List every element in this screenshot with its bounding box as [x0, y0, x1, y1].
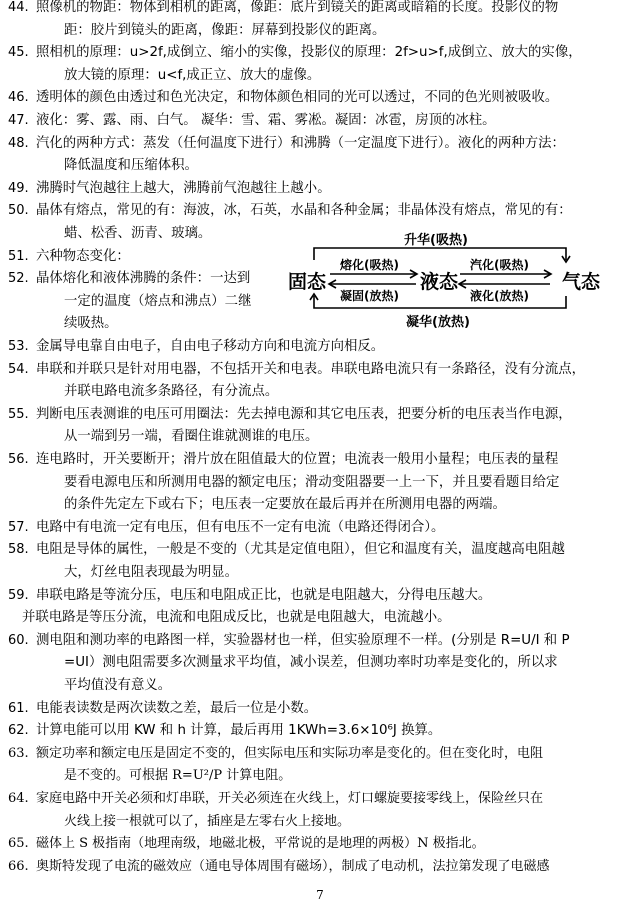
item-number: 44. [8, 0, 29, 15]
solid-state-label: 固态 [288, 271, 327, 293]
item-text-line: 放大镜的原理：u<f,成正立、放大的虚像。 [64, 67, 321, 83]
item-text-line: 磁体上 S 极指南（地理南级，地磁北极，平常说的是地理的两极）N 极指北。 [36, 836, 485, 852]
list-item [8, 110, 630, 133]
item-number: 65. [8, 836, 29, 852]
list-item [8, 359, 630, 404]
item-number: 66. [8, 858, 29, 874]
item-text-line: 计算电能可以用 KW 和 h 计算，最后再用 1KWh=3.6×10⁶J 换算。 [36, 723, 442, 739]
item-text-line: 奥斯特发现了电流的磁效应（通电导体周围有磁场），制成了电动机，法拉第发现了电磁感 [36, 858, 550, 874]
item-text-line: 蜡、松香、沥青、玻璃。 [64, 225, 212, 241]
liquid-state-label: 液态 [420, 271, 459, 293]
item-text-line: 测电阻和测功率的电路图一样，实验器材也一样，但实验原理不一样。(分别是 R=U/I 和 P [36, 632, 570, 648]
item-text-line: 是不变的。可根据 R=U²/P 计算电阻。 [64, 768, 292, 784]
item-number: 57. [8, 519, 29, 535]
list-item [8, 856, 630, 879]
list-item [8, 42, 630, 87]
sublimation-label: 升华(吸热) [404, 233, 468, 248]
liquefying-label: 液化(放热) [470, 289, 529, 303]
list-item [8, 336, 630, 359]
list-item [8, 539, 630, 584]
item-text-line: 并联电路电流多条路径，有分流点。 [64, 384, 279, 400]
item-number: 46. [8, 90, 29, 106]
vaporizing-label: 汽化(吸热) [470, 258, 529, 272]
page-number: 7 [316, 888, 324, 902]
item-text-line: 一定的温度（熔点和沸点）二继 [64, 293, 252, 309]
item-number: 52. [8, 271, 29, 287]
item-number: 49. [8, 180, 29, 196]
item-text-line: 火线上接一根就可以了，插座是左零右火上接地。 [64, 813, 351, 829]
list-item [8, 404, 630, 449]
item-number: 45. [8, 45, 29, 61]
item-number: 54. [8, 361, 29, 377]
item-number: 48. [8, 135, 29, 151]
item-text-line: 照像机的物距：物体到相机的距离，像距：底片到镜关的距离或暗箱的长度。投影仪的物 [36, 0, 559, 15]
melting-label: 熔化(吸热) [340, 258, 399, 272]
list-item [8, 178, 630, 201]
item-text-line: 并联电路是等压分流，电流和电阻成反比，也就是电阻越大，电流越小。 [22, 610, 451, 626]
item-text-line: =UI）测电阻需要多次测量求平均值，减小误差，但测功率时功率是变化的，所以求 [64, 655, 558, 671]
item-text-line: 六种物态变化： [36, 248, 130, 264]
list-item [8, 585, 630, 630]
item-text-line: 距：胶片到镜头的距离，像距：屏幕到投影仪的距离。 [64, 22, 386, 38]
list-item [8, 698, 630, 721]
item-text-line: 照相机的原理：u>2f,成倒立、缩小的实像，投影仪的原理：2f>u>f,成倒立、放大的实像， [36, 45, 582, 61]
list-item [8, 517, 630, 540]
list-item [8, 743, 630, 788]
item-number: 47. [8, 113, 29, 128]
item-text-line: 要看电源电压和所测用电器的额定电压；滑动变阻器要一上一下，并且要看题目给定 [64, 474, 560, 490]
item-number: 63. [8, 745, 29, 761]
item-text-line: 的条件先定左下或右下；电压表一定要放在最后再并在所测用电器的两端。 [64, 497, 506, 513]
item-number: 56. [8, 452, 29, 467]
item-number: 64. [8, 791, 29, 806]
item-number: 60. [8, 632, 29, 648]
item-text-line: 汽化的两种方式：蒸发（任何温度下进行）和沸腾（一定温度下进行）。液化的两种方法： [36, 135, 565, 151]
list-item [8, 449, 630, 517]
item-text-line: 晶体有熔点，常见的有：海波，冰，石英，水晶和各种金属；非晶体没有熔点，常见的有： [36, 203, 572, 219]
list-item [8, 133, 630, 178]
item-text-line: 透明体的颜色由透过和色光决定，和物体颜色相同的光可以透过，不同的色光则被吸收。 [36, 90, 559, 106]
item-text-line: 液化：雾、露、雨、白气。 凝华：雪、霜、雾凇。凝固：冰雹，房顶的冰柱。 [36, 113, 496, 128]
gas-state-label: 气态 [562, 271, 601, 293]
list-item [8, 720, 630, 743]
list-item [8, 833, 630, 856]
item-number: 51. [8, 248, 29, 264]
list-item [8, 0, 630, 42]
item-number: 53. [8, 339, 29, 354]
item-text-line: 沸腾时气泡越往上越大，沸腾前气泡越往上越小。 [36, 180, 331, 196]
item-text-line: 电阻是导体的属性，一般是不变的（尤其是定值电阻），但它和温度有关，温度越高电阻越 [36, 542, 565, 558]
list-item [8, 788, 630, 833]
item-text-line: 判断电压表测谁的电压可用圈法：先去掉电源和其它电压表，把要分析的电压表当作电源， [36, 406, 572, 422]
item-number: 62. [8, 723, 29, 739]
item-text-line: 从一端到另一端，看圈住谁就测谁的电压。 [64, 429, 319, 445]
item-text-line: 晶体熔化和液体沸腾的条件：一达到 [36, 271, 251, 287]
item-text-line: 电路中有电流一定有电压，但有电压不一定有电流（电路还得闭合）。 [36, 519, 445, 535]
item-number: 50. [8, 203, 29, 219]
item-number: 58. [8, 542, 29, 558]
item-text-line: 额定功率和额定电压是固定不变的，但实际电压和实际功率是变化的。但在变化时，电阻 [36, 745, 544, 761]
item-number: 55. [8, 406, 29, 422]
item-text-line: 串联电路是等流分压，电压和电阻成正比，也就是电阻越大，分得电压越大。 [36, 587, 492, 603]
item-text-line: 降低温度和压缩体积。 [64, 158, 198, 174]
state-change-svg [284, 230, 634, 332]
item-text-line: 续吸热。 [64, 316, 118, 332]
list-item [8, 630, 630, 698]
deposition-label: 凝华(放热) [406, 315, 470, 330]
list-item [8, 268, 280, 336]
item-number: 59. [8, 587, 29, 603]
item-text-line: 金属导电靠自由电子，自由电子移动方向和电流方向相反。 [36, 339, 385, 354]
item-number: 61. [8, 700, 29, 716]
item-text-line: 电能表读数是两次读数之差，最后一位是小数。 [36, 700, 318, 716]
item-text-line: 串联和并联只是针对用电器，不包括开关和电表。串联电路电流只有一条路径，没有分流点， [36, 361, 586, 377]
item-text-line: 家庭电路中开关必须和灯串联，开关必须连在火线上，灯口螺旋要接零线上，保险丝只在 [36, 791, 544, 806]
list-item [8, 87, 630, 110]
state-change-diagram [284, 230, 634, 332]
solidifying-label: 凝固(放热) [340, 289, 399, 303]
item-text-line: 连电路时，开关要断开；滑片放在阻值最大的位置；电流表一般用小量程；电压表的量程 [36, 452, 559, 467]
item-text-line: 平均值没有意义。 [64, 677, 172, 693]
item-text-line: 大，灯丝电阻表现最为明显。 [64, 564, 239, 580]
